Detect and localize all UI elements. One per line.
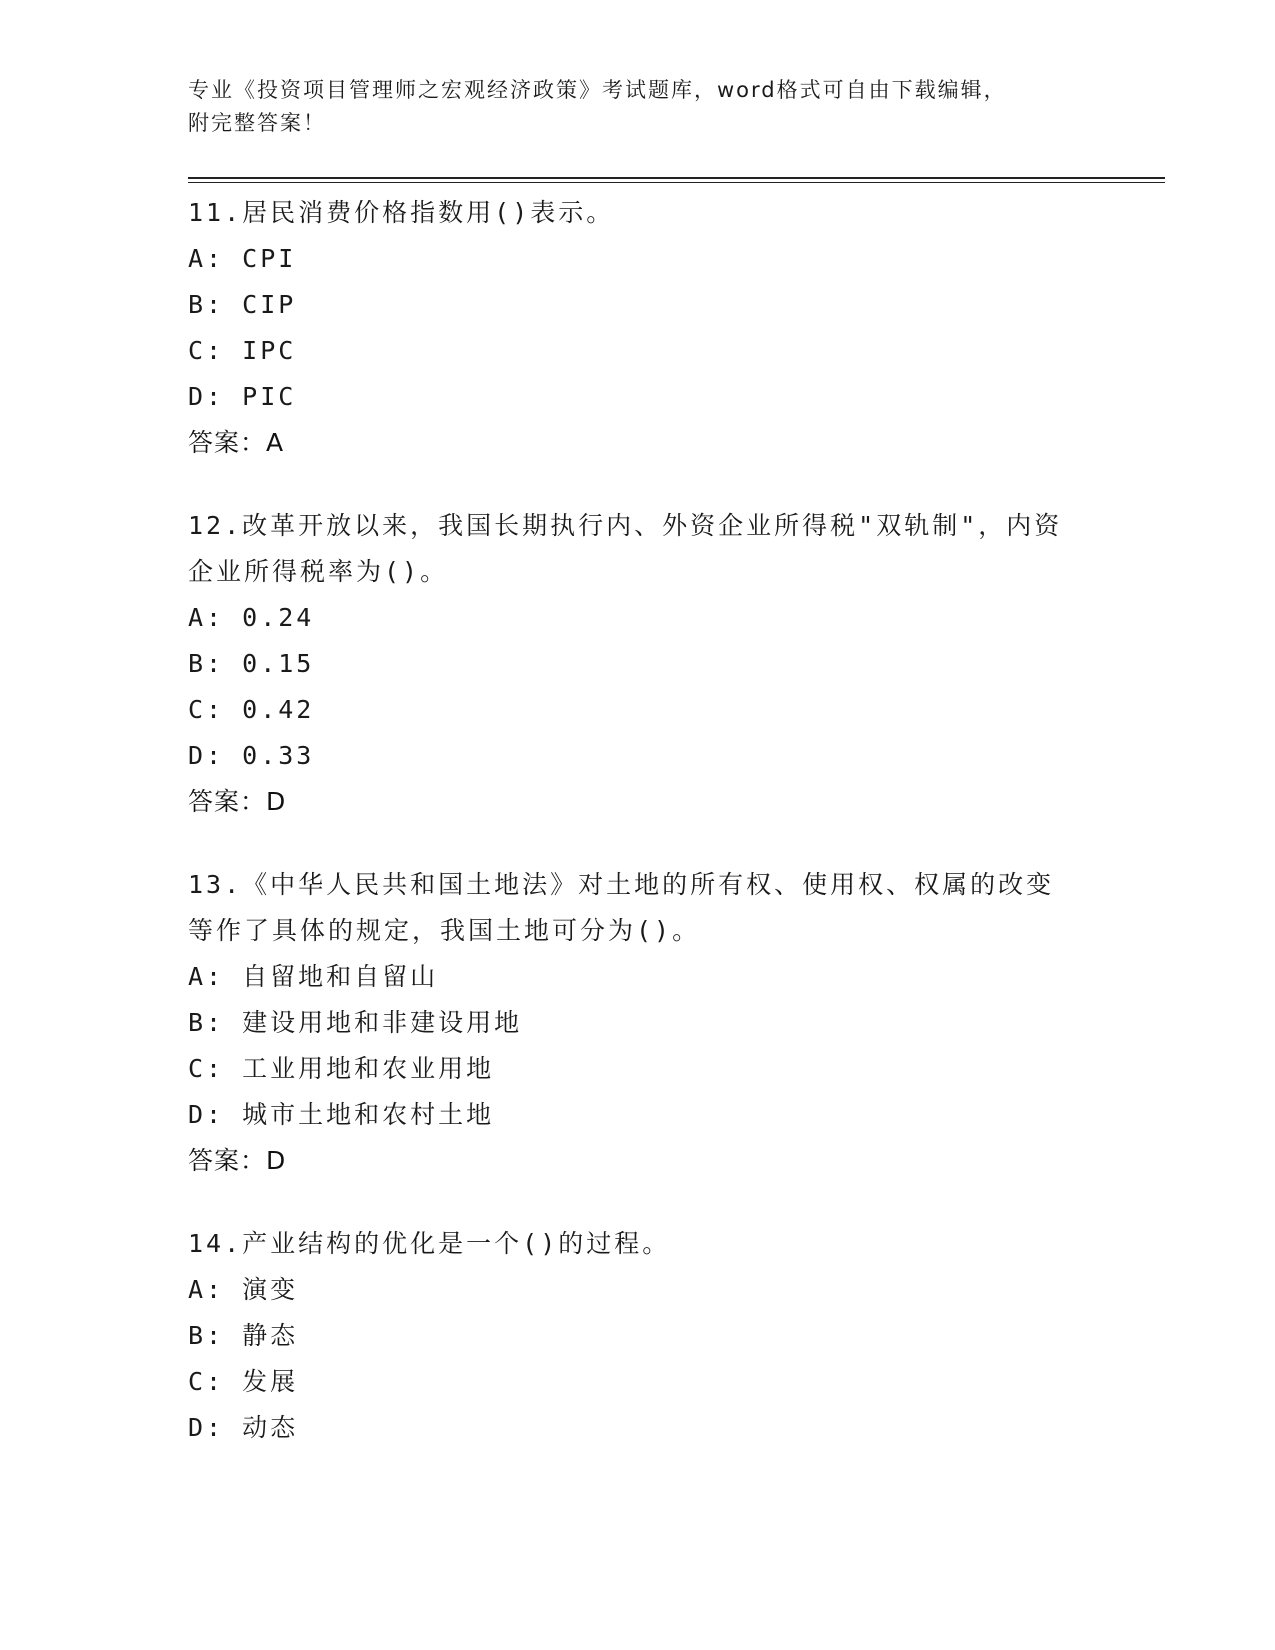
option-b: B: CIP xyxy=(188,290,297,319)
intro-line-1: 专业《投资项目管理师之宏观经济政策》考试题库，word格式可自由下载编辑， xyxy=(188,78,1007,102)
question-stem: 11.居民消费价格指数用()表示。 xyxy=(188,198,615,227)
option-a: A: 0.24 xyxy=(188,603,315,632)
header-divider-thick xyxy=(188,177,1165,179)
option-b: B: 静态 xyxy=(188,1321,299,1350)
question-13 xyxy=(188,862,1088,1184)
option-a: A: 自留地和自留山 xyxy=(188,962,439,991)
option-c: C: 发展 xyxy=(188,1367,299,1396)
question-stem: 14.产业结构的优化是一个()的过程。 xyxy=(188,1229,671,1258)
question-12 xyxy=(188,503,1088,825)
answer-label: 答案：A xyxy=(188,428,285,457)
option-d: D: PIC xyxy=(188,382,297,411)
question-stem-line-1: 12.改革开放以来，我国长期执行内、外资企业所得税"双轨制"，内资 xyxy=(188,511,1063,540)
option-a: A: 演变 xyxy=(188,1275,299,1304)
option-d: D: 城市土地和农村土地 xyxy=(188,1100,495,1129)
option-b: B: 0.15 xyxy=(188,649,315,678)
answer-label: 答案：D xyxy=(188,787,287,816)
question-list xyxy=(188,190,1088,1488)
question-11 xyxy=(188,190,1088,466)
question-14 xyxy=(188,1221,1088,1451)
question-stem-line-1: 13.《中华人民共和国土地法》对土地的所有权、使用权、权属的改变 xyxy=(188,870,1055,899)
header-divider-thin xyxy=(188,182,1165,183)
option-a: A: CPI xyxy=(188,244,297,273)
answer-label: 答案：D xyxy=(188,1146,287,1175)
option-c: C: 0.42 xyxy=(188,695,315,724)
option-d: D: 0.33 xyxy=(188,741,315,770)
option-c: C: 工业用地和农业用地 xyxy=(188,1054,495,1083)
question-stem-line-2: 企业所得税率为()。 xyxy=(188,557,449,586)
option-b: B: 建设用地和非建设用地 xyxy=(188,1008,523,1037)
option-d: D: 动态 xyxy=(188,1413,299,1442)
question-stem-line-2: 等作了具体的规定，我国土地可分为()。 xyxy=(188,916,701,945)
document-intro xyxy=(188,74,1068,140)
option-c: C: IPC xyxy=(188,336,297,365)
intro-line-2: 附完整答案！ xyxy=(188,111,326,135)
